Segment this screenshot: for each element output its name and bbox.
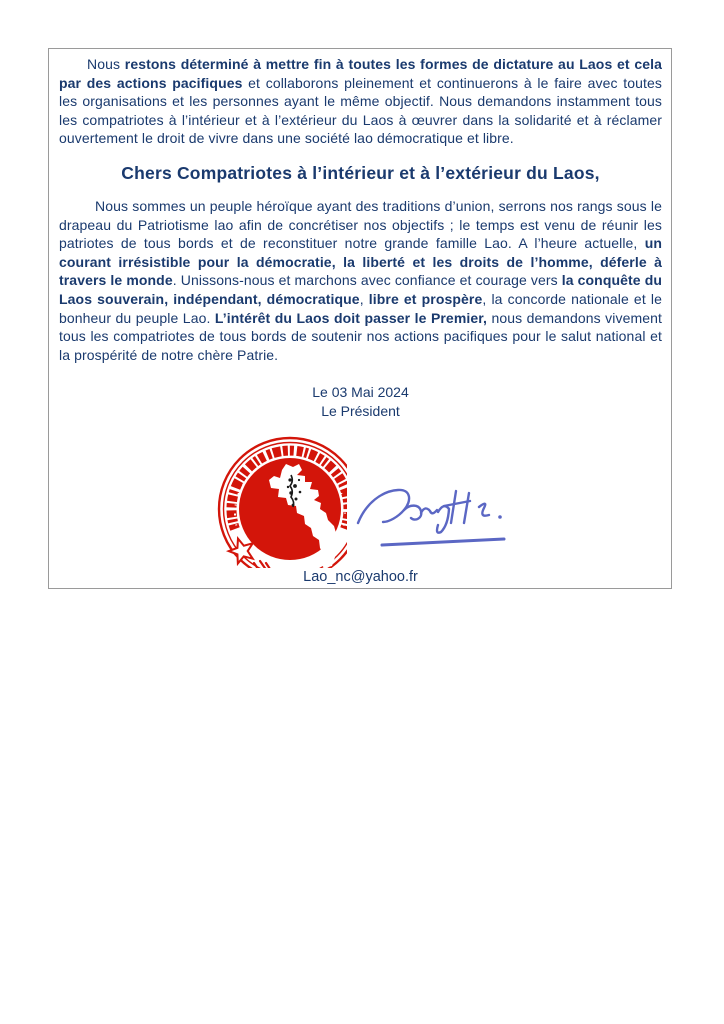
paragraph-appeal: Nous sommes un peuple héroïque ayant des traditions d’union, serrons nos rangs sous le drapeau du Patriotisme lao afin de concrétiser nos objectifs ; le temps est venu de réunir les patriotes de tous bords et de reconstituer notre grande famille Lao. A l’heure actuelle, un courant irrésistible pour la démocratie, la liberté et les droits de l’homme, déferle à travers le monde. Unissons-nous et marchons avec confiance et courage vers la conquête du Laos souverain, indépendant, démocratique, libre et prospère, la concorde nationale et le bonheur du peuple Lao. L’intérêt du Laos doit passer le Premier, nous demandons vivement tous les compatriotes de tous bords de soutenir nos actions pacifiques pour le salut national et la prospérité de notre chère Patrie. bbox=[59, 197, 662, 363]
letter-heading: Chers Compatriotes à l’intérieur et à l’extérieur du Laos, bbox=[121, 162, 600, 183]
date-line: Le 03 Mai 2024 bbox=[312, 384, 409, 401]
date-block bbox=[59, 383, 662, 420]
email-address: Lao_nc@yahoo.fr bbox=[303, 569, 418, 586]
paragraph-determination: Nous restons déterminé à mettre fin à toutes les formes de dictature au Laos et cela par des actions pacifiques et collaborons pleinement et continuerons à le faire avec toutes les organisations et les personnes ayant le même objectif. Nous demandons instamment tous les compatriotes à l’intérieur et à l’extérieur du Laos à œuvrer dans la solidarité et à réclamer ouvertement le droit de vivre dans une société lao démocratique et libre. bbox=[59, 56, 662, 147]
handwritten-signature bbox=[352, 481, 517, 561]
signature-area bbox=[59, 435, 662, 568]
signatory-title: Le Président bbox=[321, 402, 400, 419]
official-seal-stamp-icon bbox=[216, 435, 347, 568]
letter-border-box bbox=[48, 48, 672, 589]
